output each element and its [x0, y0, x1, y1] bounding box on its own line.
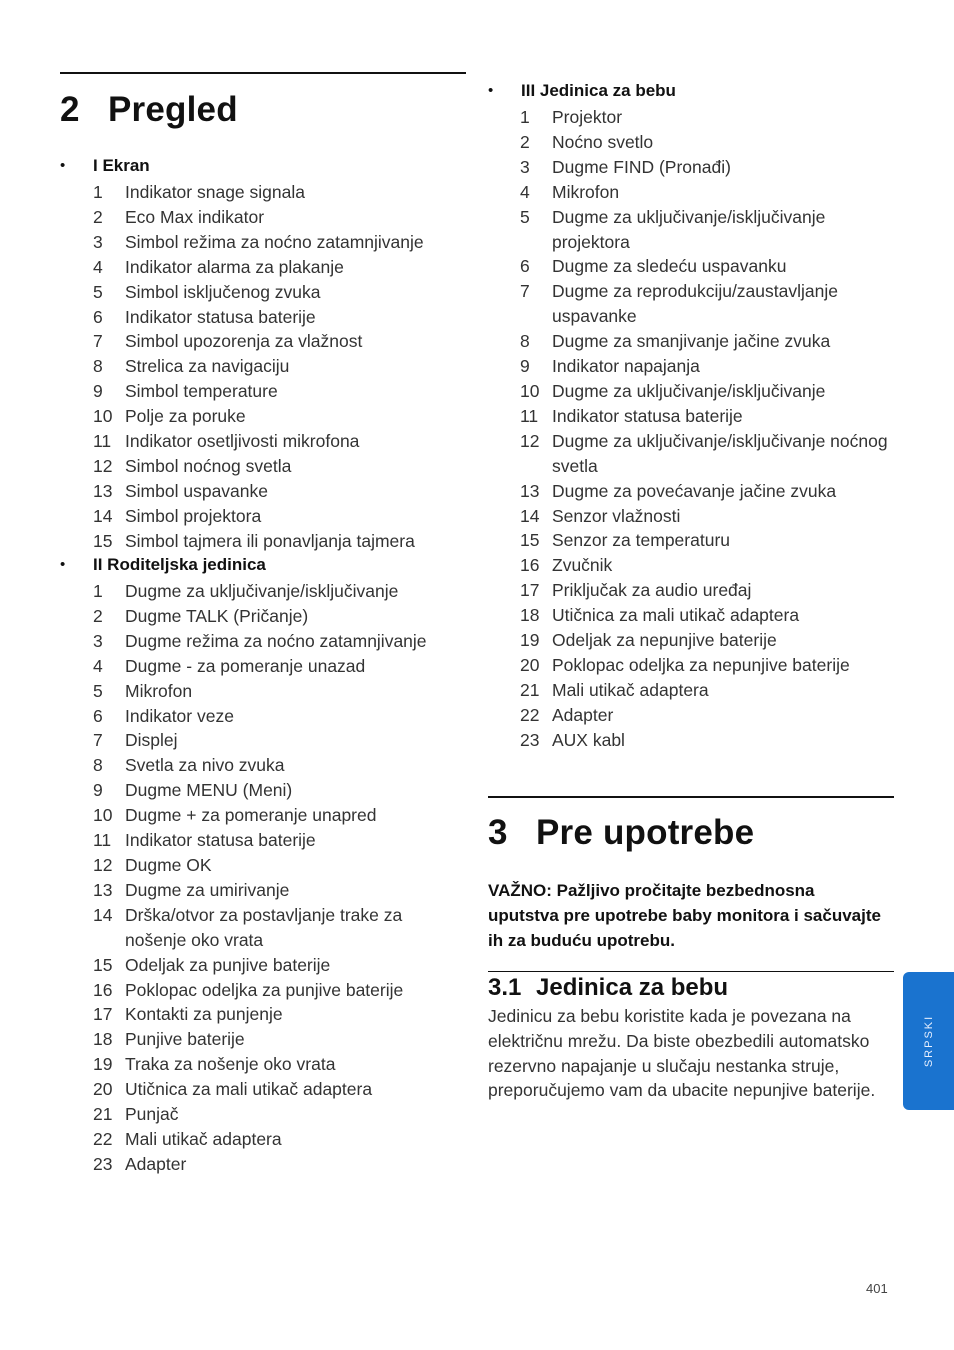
list-item-number: 5: [93, 680, 103, 701]
list-item-text: Zvučnik: [552, 555, 613, 576]
list-item-text: Dugme + za pomeranje unapred: [125, 805, 377, 826]
list-item: [520, 553, 894, 578]
list-item: [93, 629, 466, 654]
list-item: [93, 878, 466, 903]
list-item: [520, 354, 894, 379]
list-item-number: 22: [93, 1128, 113, 1149]
list-item-number: 4: [93, 256, 103, 277]
list-item-text: Simbol noćnog svetla: [125, 455, 292, 476]
section-number: 2: [60, 90, 80, 129]
list-item-text: Mikrofon: [552, 181, 620, 202]
list-item-text: Indikator statusa baterije: [552, 405, 743, 426]
list-item-text: Simbol uspavanke: [125, 480, 268, 501]
list-item-text: Eco Max indikator: [125, 206, 265, 227]
list-item: [93, 1152, 466, 1177]
list-item-number: 3: [93, 231, 103, 252]
list-item-number: 16: [93, 979, 113, 1000]
list-item-number: 23: [93, 1153, 113, 1174]
list-item: [520, 578, 894, 603]
list-item: [93, 429, 466, 454]
list-item: [93, 529, 466, 554]
list-item-text: Dugme za smanjivanje jačine zvuka: [552, 331, 831, 352]
list-item: [520, 653, 894, 678]
language-tab-label: SRPSKI: [922, 1014, 935, 1068]
list-item-number: 1: [93, 581, 103, 601]
list-item-text: Dugme OK: [125, 854, 212, 875]
section-rule: [488, 796, 894, 798]
list-item-number: 2: [520, 131, 530, 152]
list-item: [93, 604, 466, 629]
list-item: [93, 1102, 466, 1127]
list-item-text: Dugme TALK (Pričanje): [125, 605, 309, 626]
list-item-text: Mali utikač adaptera: [552, 679, 709, 700]
list-item: [93, 978, 466, 1003]
list-item-number: 2: [93, 206, 103, 227]
list-roditeljska: [93, 579, 466, 1177]
section-title: Pregled: [108, 90, 238, 129]
list-item: [520, 379, 894, 404]
list-item-text: Dugme FIND (Pronađi): [552, 156, 731, 177]
list-item-number: 7: [93, 730, 103, 751]
list-item-number: 23: [520, 729, 540, 750]
list-item-number: 14: [93, 904, 113, 925]
list-item: [93, 778, 466, 803]
bullet-icon: •: [488, 82, 494, 99]
list-item-number: 17: [93, 1004, 113, 1025]
list-item-number: 19: [520, 630, 540, 651]
list-item-text: Dugme za uključivanje/isključivanje projektora: [552, 206, 826, 252]
list-item-text: Odeljak za punjive baterije: [125, 954, 331, 975]
list-item: [93, 1127, 466, 1152]
list-item: [93, 903, 466, 953]
list-item-text: Simbol upozorenja za vlažnost: [125, 331, 363, 352]
list-item-number: 12: [520, 430, 540, 451]
list-item-number: 16: [520, 555, 540, 576]
list-item: [93, 479, 466, 504]
subsection-number: 3.1: [488, 974, 522, 1001]
list-item-text: AUX kabl: [552, 729, 625, 750]
list-item-number: 18: [93, 1029, 113, 1050]
list-item-text: Mikrofon: [125, 680, 193, 701]
list-item-number: 7: [520, 281, 530, 302]
list-item-text: Indikator statusa baterije: [125, 306, 316, 327]
list-item-number: 9: [93, 780, 103, 801]
list-item-text: Simbol projektora: [125, 505, 262, 526]
list-item-text: Drška/otvor za postavljanje trake za nošenje oko vrata: [125, 904, 403, 950]
list-item-text: Indikator napajanja: [552, 356, 700, 377]
list-item-text: Poklopac odeljka za punjive baterije: [125, 979, 404, 1000]
list-item: [520, 404, 894, 429]
list-item-text: Dugme MENU (Meni): [125, 780, 293, 801]
list-item-text: Polje za poruke: [125, 406, 246, 427]
list-item: [520, 504, 894, 529]
list-item-text: Traka za nošenje oko vrata: [125, 1054, 336, 1075]
list-item: [93, 953, 466, 978]
group-title-ekran: I Ekran: [93, 156, 150, 175]
list-item: [520, 329, 894, 354]
list-item-number: 10: [93, 406, 113, 427]
list-item: [93, 1077, 466, 1102]
list-item-text: Dugme režima za noćno zatamnjivanje: [125, 630, 427, 651]
bullet-icon: •: [60, 556, 66, 573]
list-item-number: 10: [93, 805, 113, 826]
list-item: [93, 579, 466, 604]
list-item-text: Dugme - za pomeranje unazad: [125, 655, 366, 676]
list-item-number: 13: [93, 879, 113, 900]
list-item: [93, 654, 466, 679]
list-item-number: 8: [93, 755, 103, 776]
list-item: [93, 230, 466, 255]
list-item: [520, 703, 894, 728]
list-item: [93, 180, 466, 205]
list-item-text: Dugme za povećavanje jačine zvuka: [552, 480, 837, 501]
list-item: [93, 255, 466, 280]
list-item-number: 12: [93, 854, 113, 875]
section-2-heading: [60, 90, 238, 130]
list-item-text: Dugme za sledeću uspavanku: [552, 256, 787, 277]
list-item-number: 20: [520, 654, 540, 675]
list-item: [520, 205, 894, 255]
list-item-text: Simbol temperature: [125, 381, 278, 402]
list-item-text: Priključak za audio uređaj: [552, 580, 752, 601]
list-item-number: 20: [93, 1079, 113, 1100]
list-item-number: 15: [93, 954, 113, 975]
list-item-text: Dugme za uključivanje/isključivanje: [552, 380, 826, 401]
list-item: [93, 354, 466, 379]
list-item-text: Svetla za nivo zvuka: [125, 755, 285, 776]
list-item-text: Indikator osetljivosti mikrofona: [125, 431, 360, 452]
list-item-number: 6: [93, 306, 103, 327]
list-item-number: 22: [520, 704, 540, 725]
list-item: [93, 828, 466, 853]
list-item-number: 11: [93, 431, 112, 452]
list-item: [520, 254, 894, 279]
list-item-text: Simbol isključenog zvuka: [125, 281, 321, 302]
bullet-icon: •: [60, 157, 66, 174]
subsection-title: Jedinica za bebu: [536, 974, 729, 1001]
list-item: [93, 1027, 466, 1052]
list-item-text: Indikator snage signala: [125, 182, 305, 202]
list-item: [93, 305, 466, 330]
list-item-text: Dugme za reprodukciju/zaustavljanje uspavanke: [552, 281, 838, 327]
list-item-text: Kontakti za punjenje: [125, 1004, 283, 1025]
section-title: Pre upotrebe: [536, 813, 755, 852]
list-item-number: 1: [520, 107, 530, 127]
list-item: [520, 678, 894, 703]
list-item-number: 18: [520, 605, 540, 626]
list-item-text: Dugme za uključivanje/isključivanje noćnog svetla: [552, 430, 888, 476]
subsection-heading: [488, 974, 728, 1002]
list-item-number: 11: [93, 830, 112, 851]
list-item-number: 5: [520, 206, 530, 227]
important-note: VAŽNO: Pažljivo pročitajte bezbednosna uputstva pre upotrebe baby monitora i sačuvajte ih za buduću upotrebu.: [488, 881, 881, 950]
list-item-text: Odeljak za nepunjive baterije: [552, 630, 777, 651]
list-item: [520, 180, 894, 205]
list-item-number: 17: [520, 580, 540, 601]
list-item-number: 10: [520, 380, 540, 401]
list-item-number: 8: [520, 331, 530, 352]
list-item: [520, 105, 894, 130]
group-title-jedinica-bebu: III Jedinica za bebu: [521, 81, 676, 100]
list-item-text: Punjive baterije: [125, 1029, 245, 1050]
list-item: [93, 704, 466, 729]
list-item-text: Adapter: [552, 704, 614, 725]
list-item: [520, 479, 894, 504]
list-item-number: 9: [93, 381, 103, 402]
list-item: [93, 404, 466, 429]
list-item-number: 21: [93, 1104, 113, 1125]
list-item-text: Senzor za temperaturu: [552, 530, 731, 551]
list-item-text: Adapter: [125, 1153, 187, 1174]
list-item-number: 3: [520, 156, 530, 177]
list-item: [520, 528, 894, 553]
list-item: [93, 803, 466, 828]
list-item-text: Simbol tajmera ili ponavljanja tajmera: [125, 530, 415, 551]
list-item-number: 12: [93, 455, 113, 476]
list-item-text: Mali utikač adaptera: [125, 1128, 282, 1149]
list-item-number: 1: [93, 182, 103, 202]
list-item-text: Indikator statusa baterije: [125, 830, 316, 851]
list-item: [93, 329, 466, 354]
list-item-text: Punjač: [125, 1104, 179, 1125]
subsection-rule: [488, 971, 894, 972]
list-item-number: 19: [93, 1054, 113, 1075]
list-item-text: Noćno svetlo: [552, 131, 654, 152]
list-item: [93, 1052, 466, 1077]
list-item-text: Simbol režima za noćno zatamnjivanje: [125, 231, 424, 252]
list-item: [93, 753, 466, 778]
list-item-number: 6: [93, 705, 103, 726]
list-item: [520, 130, 894, 155]
list-item-text: Displej: [125, 730, 178, 751]
list-item-text: Dugme za umirivanje: [125, 879, 290, 900]
page-number: 401: [866, 1281, 888, 1296]
list-item-number: 13: [93, 480, 113, 501]
list-item-text: Poklopac odeljka za nepunjive baterije: [552, 654, 850, 675]
list-item: [520, 728, 894, 753]
list-item: [93, 504, 466, 529]
list-item: [93, 728, 466, 753]
list-item-number: 8: [93, 356, 103, 377]
list-item: [93, 280, 466, 305]
list-item-number: 5: [93, 281, 103, 302]
list-ekran: [93, 180, 466, 554]
list-item: [93, 379, 466, 404]
list-item-text: Projektor: [552, 107, 623, 127]
list-item-number: 4: [520, 181, 530, 202]
list-item-number: 11: [520, 405, 539, 426]
list-item-number: 15: [93, 530, 113, 551]
list-item: [93, 454, 466, 479]
list-item: [520, 279, 894, 329]
list-item-number: 9: [520, 356, 530, 377]
list-item: [93, 205, 466, 230]
subsection-paragraph: Jedinicu za bebu koristite kada je povezana na električnu mrežu. Da biste obezbedili automatsko rezervno napajanje u slučaju nestanka struje, preporučujemo vam da ubacite nepunjive baterije.: [488, 1006, 876, 1101]
list-item-text: Dugme za uključivanje/isključivanje: [125, 581, 399, 601]
list-item: [520, 628, 894, 653]
list-item-text: Utičnica za mali utikač adaptera: [125, 1079, 373, 1100]
list-item-text: Indikator veze: [125, 705, 234, 726]
list-item-number: 14: [93, 505, 113, 526]
list-item-number: 14: [520, 505, 540, 526]
list-jedinica-bebu: [520, 105, 894, 753]
language-tab: [903, 972, 954, 1110]
list-item-number: 4: [93, 655, 103, 676]
list-item: [520, 429, 894, 479]
list-item: [93, 1002, 466, 1027]
list-item: [520, 155, 894, 180]
list-item-number: 2: [93, 605, 103, 626]
list-item-number: 13: [520, 480, 540, 501]
list-item-number: 21: [520, 679, 540, 700]
section-rule: [60, 72, 466, 74]
list-item-number: 15: [520, 530, 540, 551]
list-item-number: 3: [93, 630, 103, 651]
list-item-text: Indikator alarma za plakanje: [125, 256, 344, 277]
section-number: 3: [488, 813, 508, 852]
section-3-heading: [488, 813, 754, 853]
list-item: [520, 603, 894, 628]
list-item-number: 7: [93, 331, 103, 352]
list-item: [93, 853, 466, 878]
list-item: [93, 679, 466, 704]
list-item-text: Utičnica za mali utikač adaptera: [552, 605, 800, 626]
list-item-text: Strelica za navigaciju: [125, 356, 290, 377]
list-item-text: Senzor vlažnosti: [552, 505, 681, 526]
list-item-number: 6: [520, 256, 530, 277]
group-title-roditeljska: II Roditeljska jedinica: [93, 555, 266, 574]
